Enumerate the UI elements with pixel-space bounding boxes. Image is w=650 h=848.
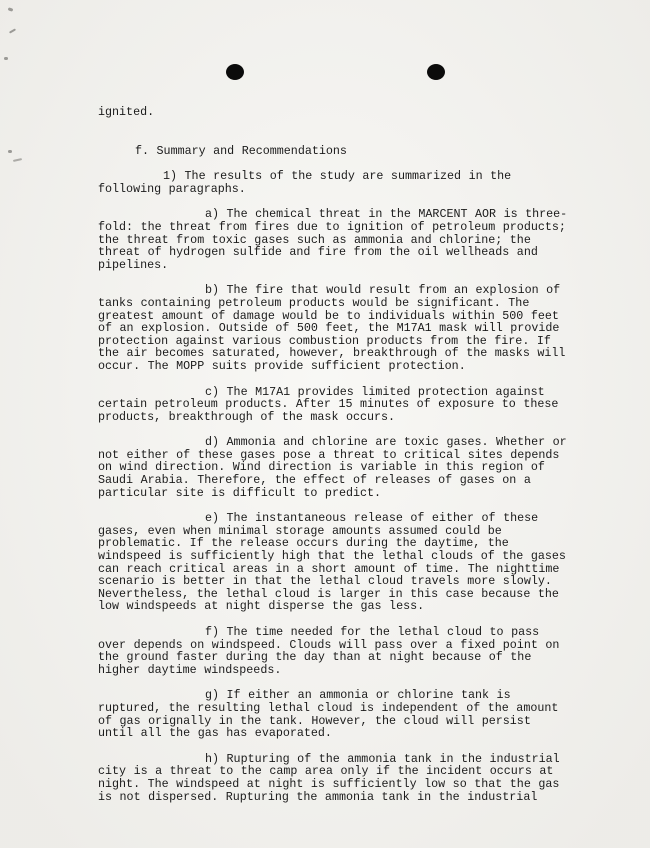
pencil-mark [8, 150, 12, 153]
punch-dot-right-icon [427, 64, 445, 80]
section-heading: f. Summary and Recommendations [135, 143, 347, 158]
carryover-fragment: ignited. [98, 105, 155, 119]
paragraph-e: e) The instantaneous release of either of these gases, even when minimal storage amounts assumed could be problematic. If the release occurs during the daytime, the windspeed is sufficiently high that the lethal clouds of the gases can reach critical areas in a short amount of time. The nighttime scenario is better in that the lethal cloud travels more slowly. Nevertheless, the lethal cloud is larger in this case because the low windspeeds at night disperse the gas less. [98, 511, 566, 614]
pencil-mark [13, 158, 22, 162]
paragraph-b: b) The fire that would result from an explosion of tanks containing petroleum products would be significant. The greatest amount of damage would be to individuals within 500 feet of an explosion. Outside of 500 feet, the M17A1 mask will provide protection against various combustion products from the fire. If the air becomes saturated, however, breakthrough of the masks will occur. The MOPP suits provide sufficient protection. [98, 283, 566, 373]
paragraph-1: 1) The results of the study are summarized in the following paragraphs. [98, 169, 512, 196]
paragraph-a: a) The chemical threat in the MARCENT AOR is three-fold: the threat from fires due to ignition of petroleum products; the threat from toxic gases such as ammonia and chlorine; the threat of hydrogen sulfide and fire from the oil wellheads and pipelines. [98, 207, 568, 272]
pencil-mark [8, 7, 14, 12]
paragraph-g: g) If either an ammonia or chlorine tank is ruptured, the resulting lethal cloud is independent of the amount of gas orignally in the tank. However, the cloud will persist until all the gas has evaporated. [98, 688, 559, 741]
paragraph-d: d) Ammonia and chlorine are toxic gases. Whether or not either of these gases pose a threat to critical sites depends on wind direction. Wind direction is variable in this region of Saudi Arabia. Therefore, the effect of releases of gases on a particular site is difficult to predict. [98, 435, 567, 500]
pencil-mark [4, 57, 8, 60]
document-body [98, 106, 570, 803]
paragraph-c: c) The M17A1 provides limited protection against certain petroleum products. After 15 minutes of exposure to these products, breakthrough of the mask occurs. [98, 384, 559, 424]
pencil-mark [9, 28, 16, 33]
punch-dot-left-icon [226, 64, 244, 80]
paragraph-f: f) The time needed for the lethal cloud to pass over depends on windspeed. Clouds will pass over a fixed point on the ground faster during the day than at night because of the higher daytime windspeeds. [98, 625, 560, 677]
paragraph-h: h) Rupturing of the ammonia tank in the industrial city is a threat to the camp area only if the incident occurs at night. The windspeed at night is sufficiently low so that the gas is not dispersed. Rupturing the ammonia tank in the industrial [98, 751, 560, 804]
